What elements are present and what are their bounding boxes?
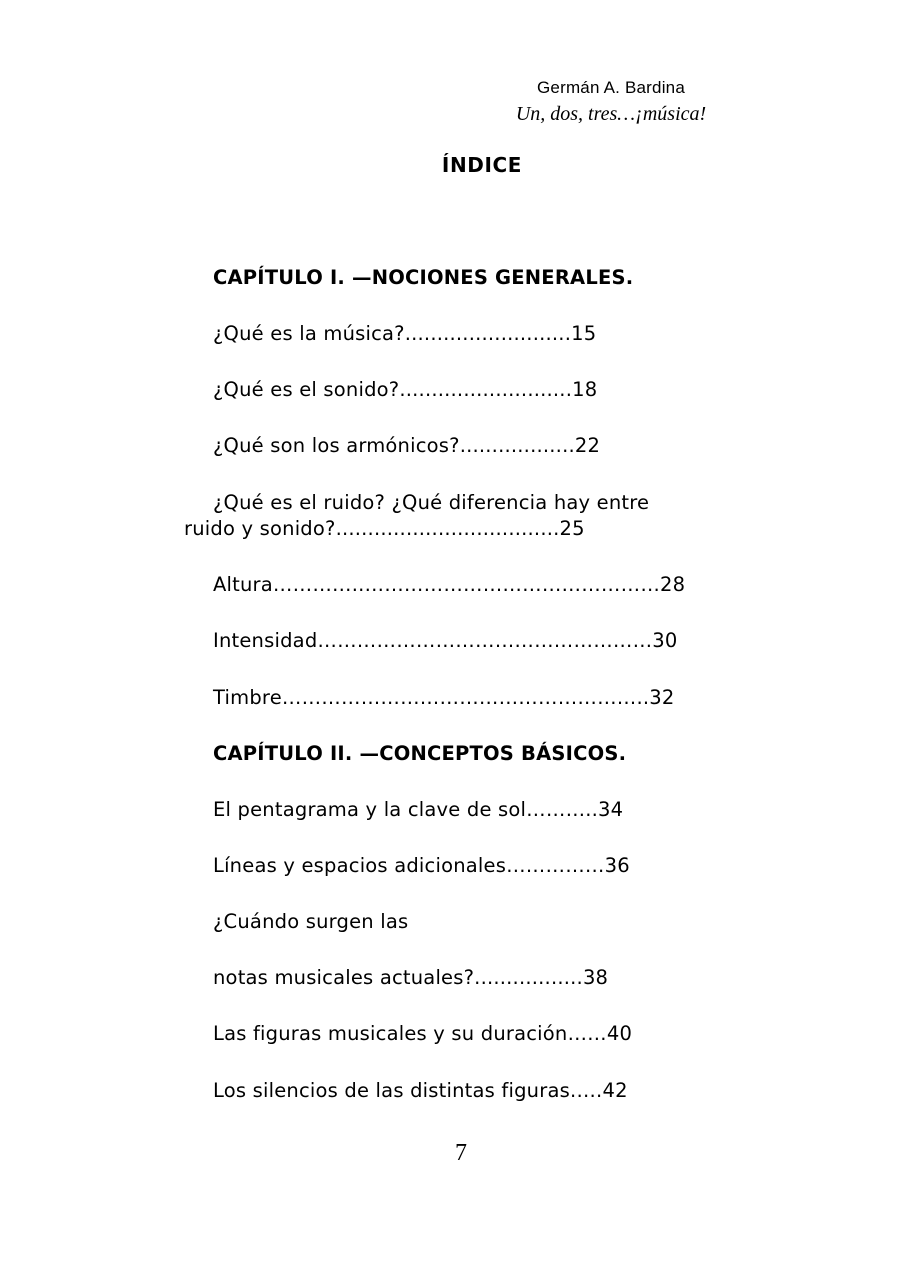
chapter-1-title: CAPÍTULO I. —NOCIONES GENERALES.	[213, 266, 634, 289]
toc-entry: Los silencios de las distintas figuras.….42	[213, 1079, 628, 1102]
toc-entry: Las figuras musicales y su duración……40	[213, 1022, 633, 1045]
chapter-2-title: CAPÍTULO II. —CONCEPTOS BÁSICOS.	[213, 742, 627, 765]
toc-entry: ¿Qué es el sonido?...........................18	[213, 378, 598, 401]
toc-entry: Altura…………..………………………………………28	[213, 573, 686, 596]
page-number: 7	[455, 1140, 467, 1166]
toc-entry-continuation: ruido y sonido?...................................25	[184, 517, 585, 540]
toc-entry: Timbre………………………………………………..32	[213, 686, 675, 709]
toc-entry: notas musicales actuales?.................38	[213, 966, 609, 989]
toc-entry: Líneas y espacios adicionales……………36	[213, 854, 630, 877]
toc-entry: El pentagrama y la clave de sol………..34	[213, 798, 624, 821]
toc-entry: Intensidad……………………………………………30	[213, 629, 678, 652]
header-author: Germán A. Bardina	[537, 78, 685, 97]
toc-entry: ¿Qué es la música?..........................15	[213, 322, 597, 345]
header-book-title: Un, dos, tres…¡música!	[515, 103, 707, 125]
toc-entry: ¿Cuándo surgen las	[213, 910, 409, 933]
toc-entry: ¿Qué son los armónicos?..................22	[213, 434, 601, 457]
index-title: ÍNDICE	[441, 153, 523, 177]
toc-entry: ¿Qué es el ruido? ¿Qué diferencia hay entre	[213, 491, 650, 514]
